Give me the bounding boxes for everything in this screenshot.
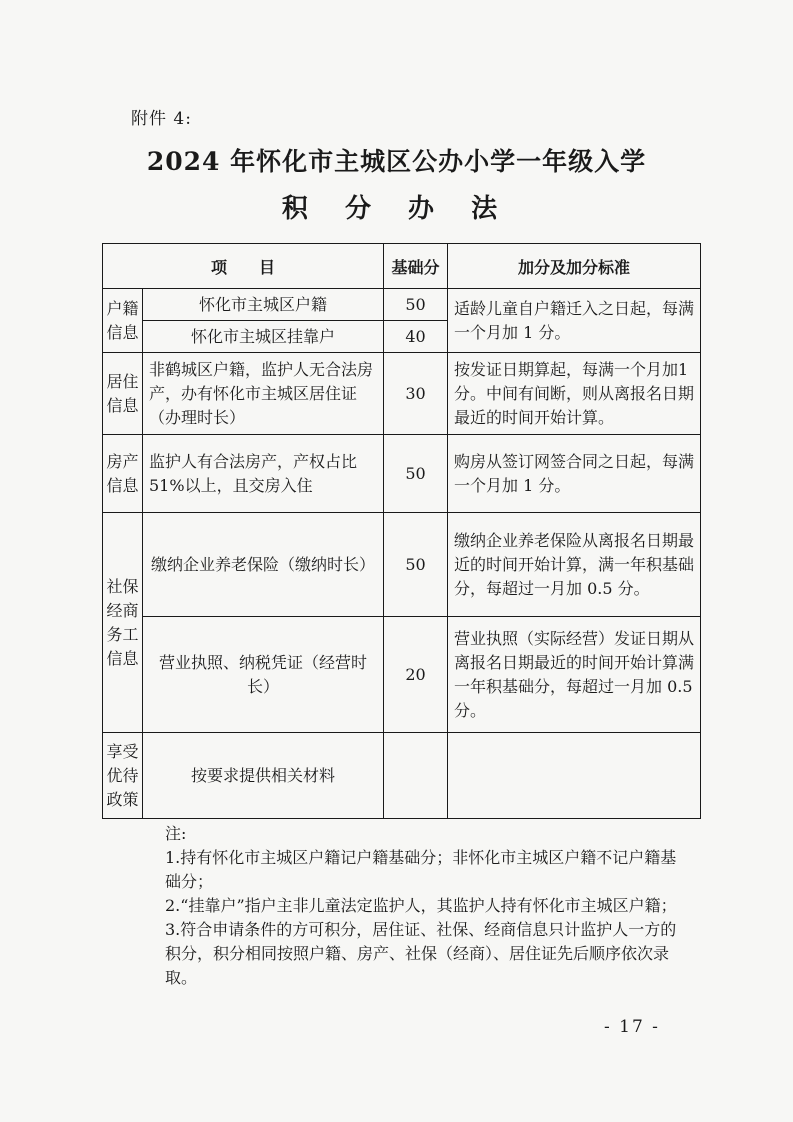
document-title-line2: 积 分 办 法 — [281, 194, 512, 224]
base-score-cell — [384, 733, 448, 819]
base-score-cell: 30 — [384, 353, 448, 435]
category-residence: 居住信息 — [103, 353, 143, 435]
table-row — [103, 289, 701, 321]
table-row — [103, 435, 701, 513]
note-item: 3.符合申请条件的方可积分，居住证、社保、经商信息只计监护人一方的积分，积分相同按照户籍、房产、社保（经商）、居住证先后顺序依次录取。 — [165, 920, 677, 987]
notes-label: 注: — [165, 824, 187, 843]
attachment-label: 附件 4: — [131, 109, 192, 129]
category-household: 户籍信息 — [103, 289, 143, 353]
category-property: 房产信息 — [103, 435, 143, 513]
item-cell: 怀化市主城区挂靠户 — [143, 321, 384, 353]
item-cell: 非鹤城区户籍，监护人无合法房产，办有怀化市主城区居住证（办理时长） — [143, 353, 384, 435]
item-cell: 监护人有合法房产，产权占比 51%以上，且交房入住 — [143, 435, 384, 513]
standard-cell: 按发证日期算起，每满一个月加1分。中间有间断，则从离报名日期最近的时间开始计算。 — [448, 353, 701, 435]
item-cell: 营业执照、纳税凭证（经营时长） — [143, 617, 384, 733]
note-item: 1.持有怀化市主城区户籍记户籍基础分；非怀化市主城区户籍不记户籍基础分； — [165, 848, 677, 891]
table-row — [103, 353, 701, 435]
standard-cell: 缴纳企业养老保险从离报名日期最近的时间开始计算，满一年积基础分，每超过一月加 0.5 分。 — [448, 513, 701, 617]
base-score-cell: 50 — [384, 513, 448, 617]
standard-cell: 适龄儿童自户籍迁入之日起，每满一个月加 1 分。 — [448, 289, 701, 353]
header-standard: 加分及加分标准 — [448, 244, 701, 289]
note-item: 2.“挂靠户”指户主非儿童法定监护人，其监护人持有怀化市主城区户籍； — [165, 896, 677, 915]
table-row — [103, 617, 701, 733]
base-score-cell: 40 — [384, 321, 448, 353]
table-header-row — [103, 244, 701, 289]
item-cell: 怀化市主城区户籍 — [143, 289, 384, 321]
standard-cell: 营业执照（实际经营）发证日期从离报名日期最近的时间开始计算满一年积基础分，每超过一月加 0.5 分。 — [448, 617, 701, 733]
category-policy: 享受优待政策 — [103, 733, 143, 819]
standard-cell: 购房从签订网签合同之日起，每满一个月加 1 分。 — [448, 435, 701, 513]
table-row — [103, 733, 701, 819]
table-row — [103, 513, 701, 617]
item-cell: 缴纳企业养老保险（缴纳时长） — [143, 513, 384, 617]
header-base: 基础分 — [384, 244, 448, 289]
base-score-cell: 50 — [384, 289, 448, 321]
notes-section — [165, 822, 685, 990]
item-cell: 按要求提供相关材料 — [143, 733, 384, 819]
standard-cell — [448, 733, 701, 819]
points-table — [102, 243, 701, 819]
page-number: - 17 - — [604, 1017, 660, 1037]
header-item: 项 目 — [103, 244, 384, 289]
base-score-cell: 20 — [384, 617, 448, 733]
base-score-cell: 50 — [384, 435, 448, 513]
category-social: 社保经商务工信息 — [103, 513, 143, 733]
document-title-line1: 2024 年怀化市主城区公办小学一年级入学 — [146, 147, 647, 176]
